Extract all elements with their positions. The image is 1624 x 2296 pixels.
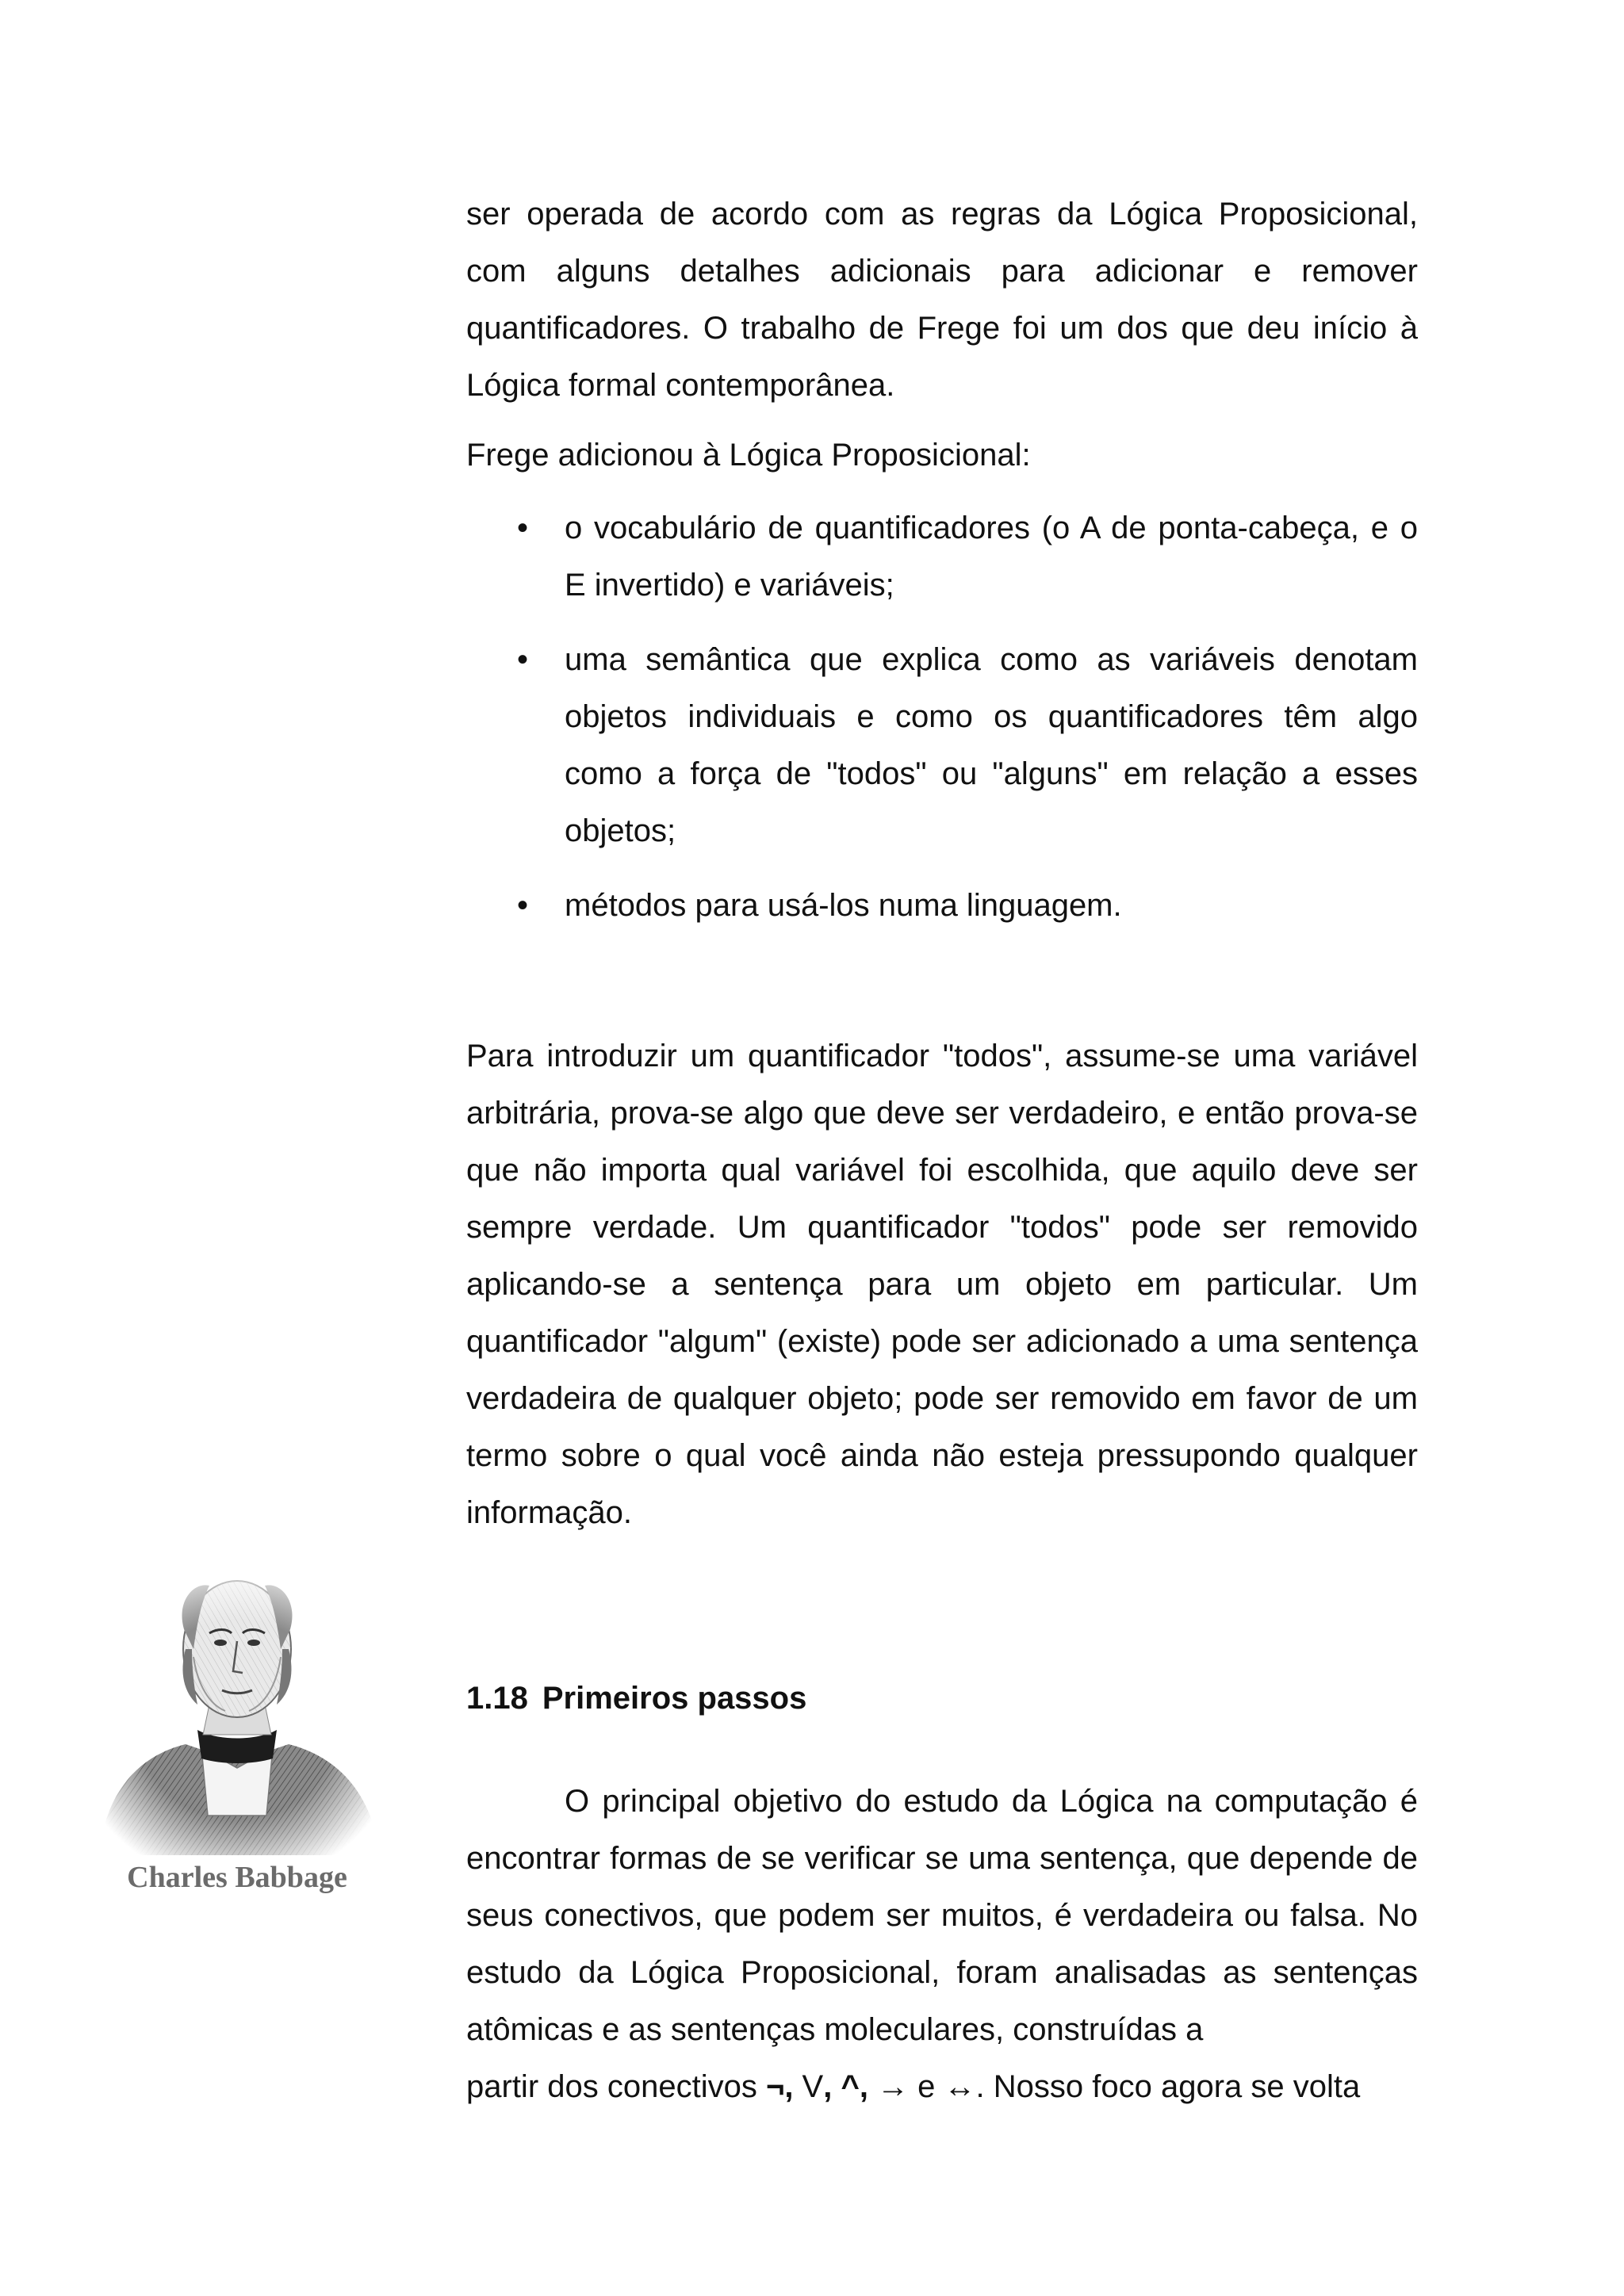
paragraph-last-line	[466, 2058, 1418, 2115]
paragraph-text: ser operada de acordo com as regras da Lógica Proposicional, com alguns detalhes adicionais para adicionar e remover quantificadores. O trabalho de Frege foi um dos que deu início à Lógica formal contemporânea.	[466, 197, 1418, 403]
implies-symbol: →	[877, 2069, 910, 2104]
text-prefix: partir dos conectivos	[466, 2069, 766, 2104]
list-item-text: uma semântica que explica como as variáveis denotam objetos individuais e como os quantificadores têm algo como a força de "todos" ou "alguns" em relação a esses objetos;	[565, 642, 1418, 848]
bullet-icon: •	[517, 511, 529, 545]
portrait-image	[82, 1554, 392, 1855]
portrait-caption: Charles Babbage	[127, 1861, 347, 1894]
list-item-text: métodos para usá-los numa linguagem.	[565, 888, 1122, 923]
list-item-text: o vocabulário de quantificadores (o A de ponta-cabeça, e o E invertido) e variáveis;	[565, 511, 1418, 603]
separator: ,	[859, 2069, 878, 2104]
section-title: Primeiros passos	[542, 1681, 807, 1716]
conjunction-text: e	[909, 2069, 944, 2104]
section-number: 1.18	[466, 1681, 528, 1716]
bullet-icon: •	[517, 642, 529, 677]
paragraph-first-steps	[466, 1773, 1418, 2115]
not-symbol: ¬	[765, 2069, 785, 2104]
list-item	[466, 499, 1418, 614]
paragraph-text: O principal objetivo do estudo da Lógica na computação é encontrar formas de se verificar se uma sentença, que depende de seus conectivos, que podem ser muitos, é verdadeira ou falsa. No estudo da Lógica Proposicional, foram analisadas as sentenças atômicas e as sentenças moleculares, construídas a	[466, 1784, 1418, 2047]
bullet-icon: •	[517, 888, 529, 923]
portrait-engraving	[82, 1554, 392, 1855]
list-item	[466, 631, 1418, 859]
paragraph-text: Frege adicionou à Lógica Proposicional:	[466, 438, 1031, 473]
paragraph-frege-intro	[466, 186, 1418, 414]
separator: ,	[784, 2069, 802, 2104]
paragraph-text: Para introduzir um quantificador "todos", assume-se uma variável arbitrária, prova-se algo que deve ser verdadeiro, e então prova-se que não importa qual variável foi escolhida, que aquilo deve ser sempre verdade. Um quantificador "todos" pode ser removido aplicando-se a sentença para um objeto em particular. Um quantificador "algum" (existe) pode ser adicionado a uma sentença verdadeira de qualquer objeto; pode ser removido em favor de um termo sobre o qual você ainda não esteja pressupondo qualquer informação.	[466, 1039, 1418, 1530]
and-symbol: ^	[841, 2069, 860, 2104]
paragraph-frege-added	[466, 427, 1418, 484]
paragraph-quantifiers	[466, 1027, 1418, 1541]
separator: ,	[823, 2069, 841, 2104]
text-suffix: . Nosso foco agora se volta	[975, 2069, 1361, 2104]
section-heading	[466, 1670, 806, 1727]
or-symbol: V	[802, 2069, 824, 2104]
iff-symbol: ↔	[944, 2069, 976, 2104]
bullet-list	[466, 499, 1418, 951]
list-item	[466, 877, 1418, 934]
